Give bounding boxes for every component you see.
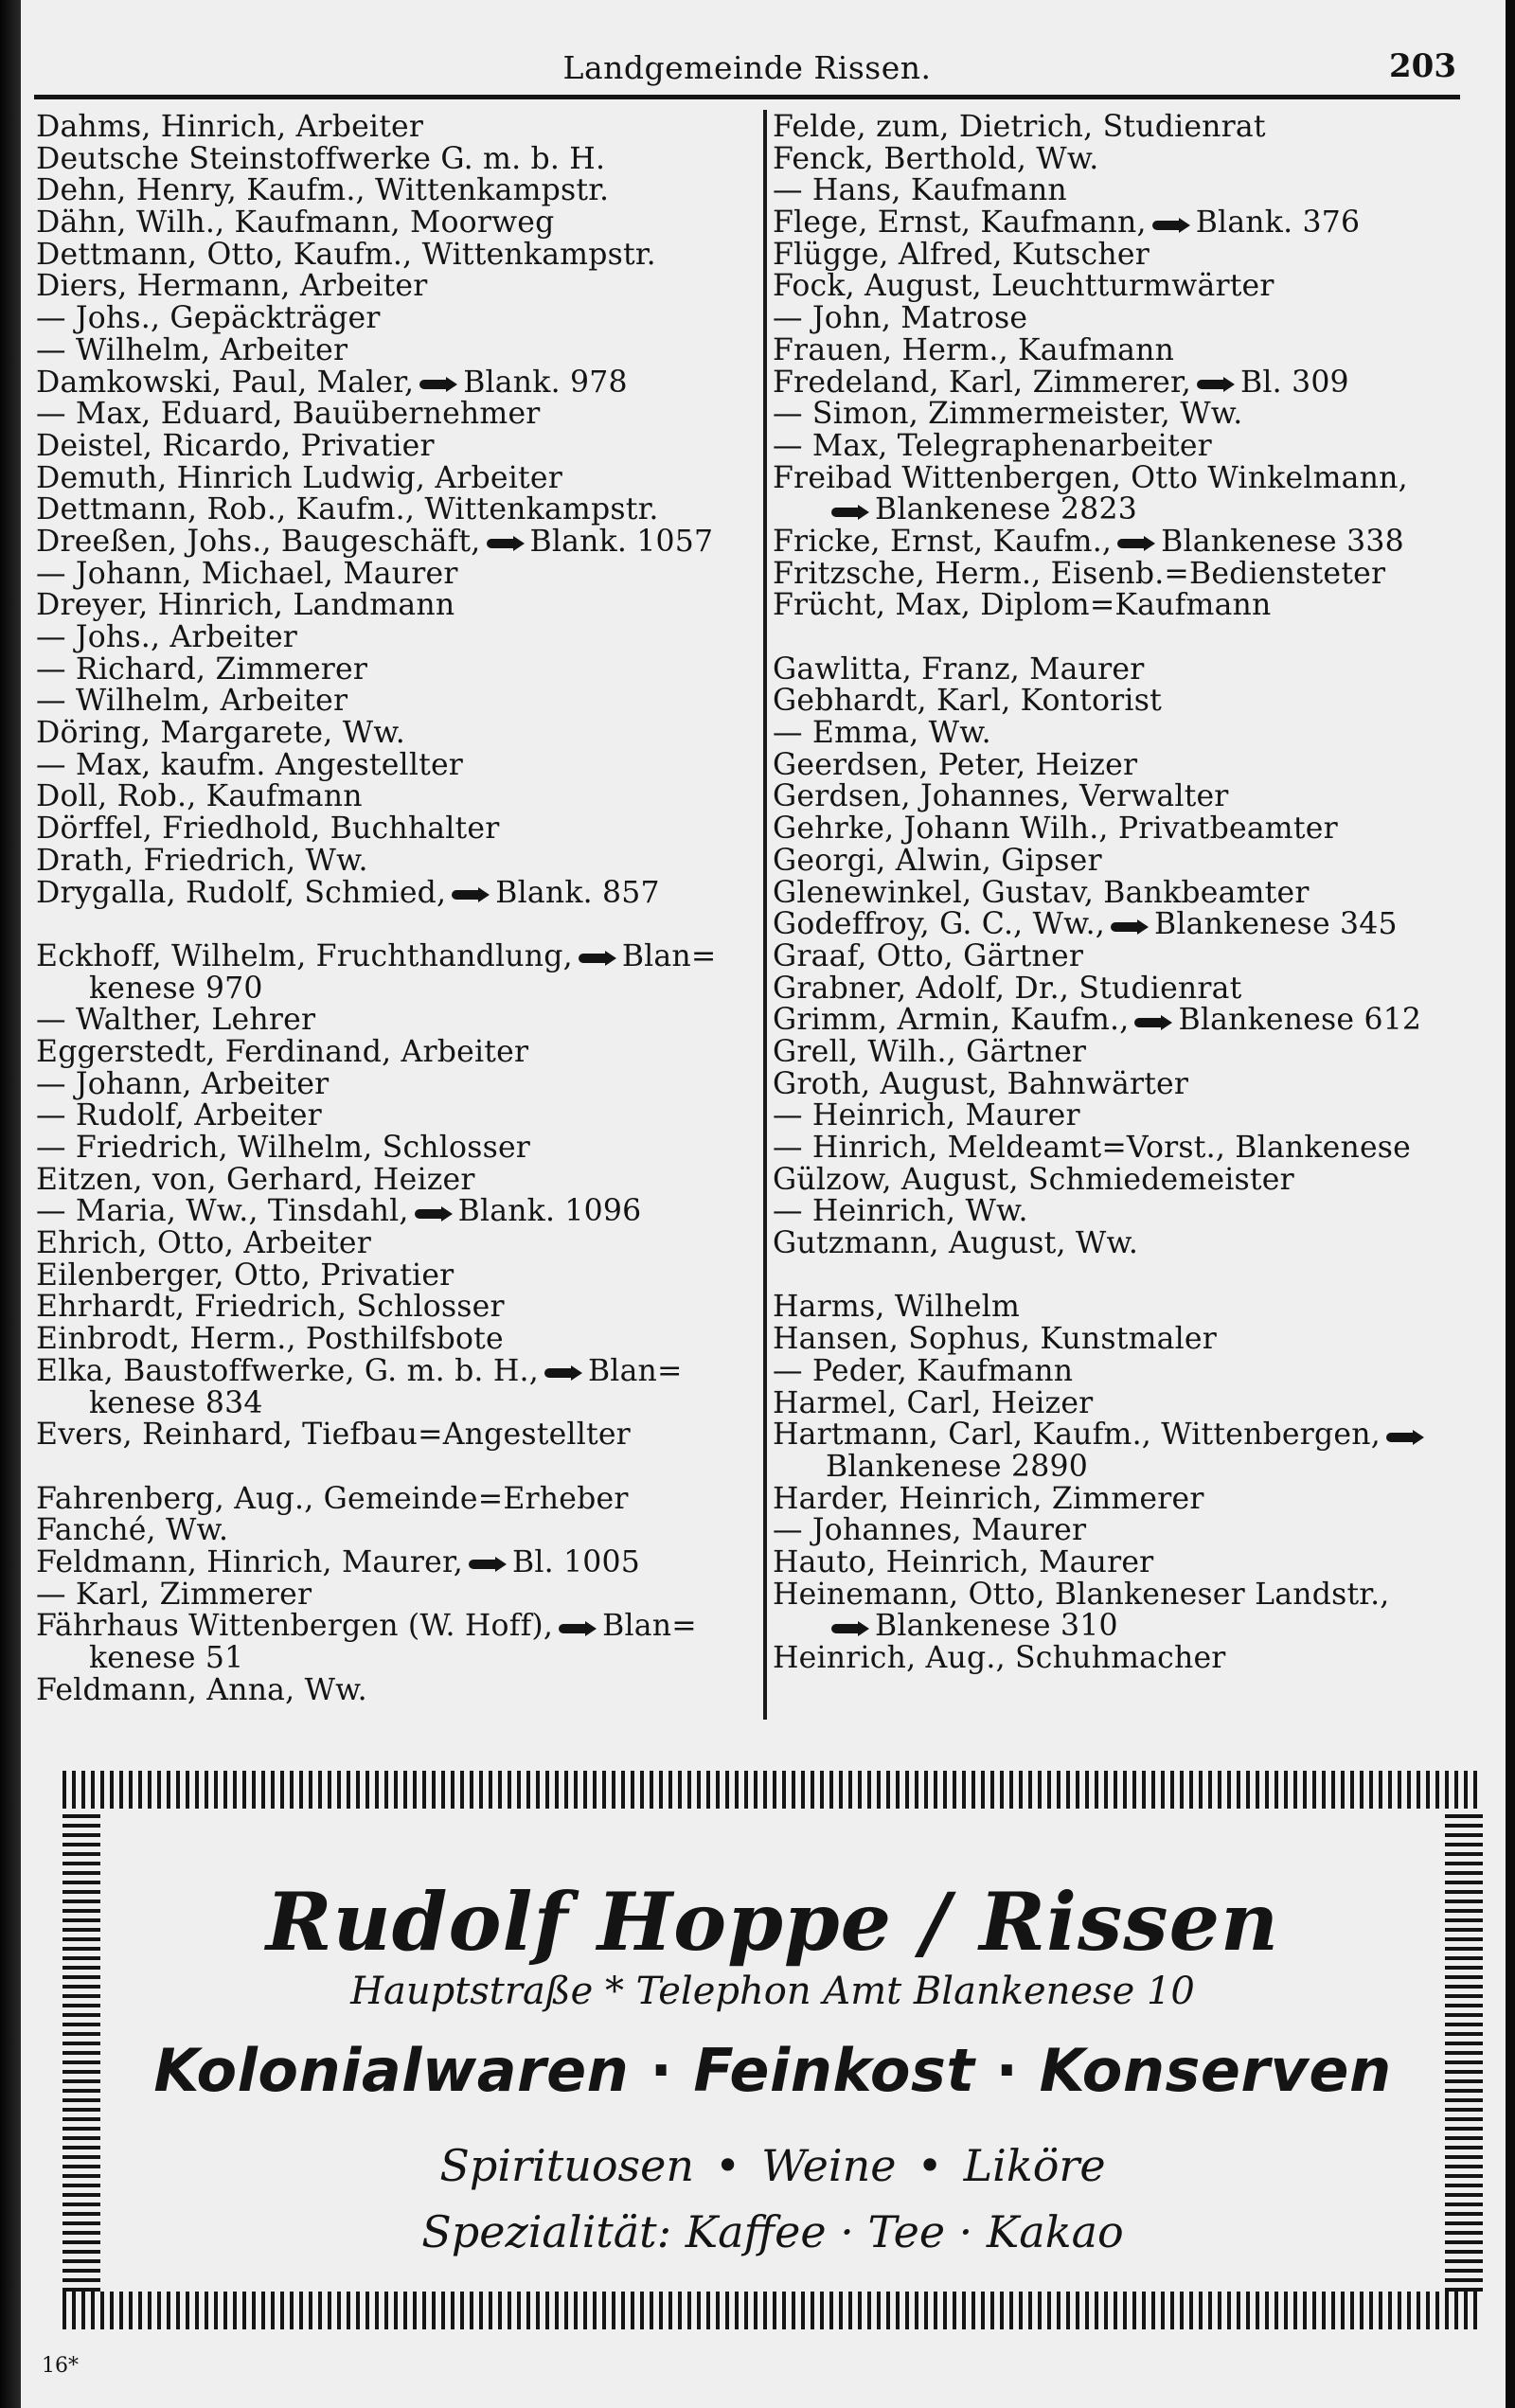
directory-entry xyxy=(773,651,1492,687)
directory-entry xyxy=(36,1260,756,1293)
ad-goods: Kolonialwaren · Feinkost · Konserven xyxy=(153,2036,1392,2105)
entry-text: Heinemann, Otto, Blankeneser Landstr., xyxy=(773,1577,1390,1612)
entry-text: Fritzsche, Herm., Eisenb.=Bediensteter xyxy=(773,556,1386,591)
entry-text: Freibad Wittenbergen, Otto Winkelmann, xyxy=(773,460,1408,495)
directory-entry xyxy=(773,875,1492,910)
telephone-icon xyxy=(1134,1014,1172,1029)
entry-text: Feldmann, Hinrich, Maurer, xyxy=(36,1544,464,1579)
entry-text: Dreyer, Hinrich, Landmann xyxy=(36,588,455,623)
entry-text: Dettmann, Rob., Kaufm., Wittenkampstr. xyxy=(36,492,659,527)
entry-text: Eckhoff, Wilhelm, Fruchthandlung, xyxy=(36,938,573,973)
directory-entry xyxy=(773,1449,1492,1484)
directory-entry xyxy=(36,399,756,431)
directory-page xyxy=(21,0,1506,2408)
entry-phone: Blank. 978 xyxy=(463,365,628,400)
directory-entry xyxy=(773,1419,1492,1452)
directory-entry xyxy=(773,1100,1492,1133)
entry-text: Harms, Wilhelm xyxy=(773,1290,1021,1325)
telephone-icon xyxy=(1197,376,1235,391)
entry-phone: Blank. 376 xyxy=(1195,205,1361,241)
directory-entry xyxy=(36,1579,756,1612)
directory-entry xyxy=(36,175,756,207)
directory-entry xyxy=(773,686,1492,718)
section-gap xyxy=(36,1452,756,1484)
entry-text: — Maria, Ww., Tinsdahl, xyxy=(36,1194,409,1229)
entry-phone: Blankenese 310 xyxy=(875,1609,1118,1644)
entry-text: — Friedrich, Wilhelm, Schlosser xyxy=(36,1131,531,1165)
entry-text: Gehrke, Johann Wilh., Privatbeamter xyxy=(773,812,1338,847)
entry-phone: Blankenese 612 xyxy=(1178,1003,1422,1038)
directory-entry xyxy=(36,813,756,846)
entry-text: Deutsche Steinstoffwerke G. m. b. H. xyxy=(36,141,606,176)
directory-entry xyxy=(36,590,756,622)
directory-entry xyxy=(36,1643,756,1675)
directory-entry xyxy=(773,813,1492,846)
entry-text: — Walther, Lehrer xyxy=(36,1003,316,1038)
directory-entry xyxy=(773,1034,1492,1069)
entry-text: Feldmann, Anna, Ww. xyxy=(36,1672,367,1707)
entry-text: — Johannes, Maurer xyxy=(773,1513,1087,1548)
entry-text: Dähn, Wilh., Kaufmann, Moorweg xyxy=(36,205,555,241)
entry-text: Flege, Ernst, Kaufmann, xyxy=(773,205,1147,241)
entry-text: Fahrenberg, Aug., Gemeinde=Erheber xyxy=(36,1481,629,1516)
entry-text: Fährhaus Wittenbergen (W. Hoff), xyxy=(36,1609,554,1644)
directory-entry xyxy=(773,718,1492,750)
entry-phone: Bl. 1005 xyxy=(512,1544,641,1579)
directory-entry xyxy=(773,1162,1492,1197)
entry-text: Gutzmann, August, Ww. xyxy=(773,1226,1139,1261)
directory-entry xyxy=(36,651,756,687)
entry-text: Elka, Baustoffwerke, G. m. b. H., xyxy=(36,1353,539,1388)
directory-entry xyxy=(773,1133,1492,1165)
section-gap xyxy=(773,1260,1492,1293)
directory-entry xyxy=(773,781,1492,813)
entry-text: Glenewinkel, Gustav, Bankbeamter xyxy=(773,875,1310,910)
ad-goods-item: Kolonialwaren xyxy=(153,2036,630,2105)
directory-entry xyxy=(773,973,1492,1006)
directory-entry xyxy=(773,1611,1492,1643)
directory-entry xyxy=(36,1611,756,1643)
entry-phone: Blan= xyxy=(602,1609,697,1644)
entry-text: Hansen, Sophus, Kunstmaler xyxy=(773,1322,1217,1357)
entry-text: — John, Matrose xyxy=(773,301,1028,336)
directory-entry xyxy=(36,556,756,591)
entry-text: Gawlitta, Franz, Maurer xyxy=(773,651,1145,687)
directory-entry xyxy=(36,1100,756,1133)
directory-entry xyxy=(773,399,1492,431)
directory-entry xyxy=(773,1544,1492,1579)
directory-entry xyxy=(36,1133,756,1165)
entry-text: — Simon, Zimmermeister, Ww. xyxy=(773,397,1243,432)
page-number: 203 xyxy=(1389,47,1456,85)
directory-entry xyxy=(36,207,756,240)
directory-entry xyxy=(773,367,1492,400)
directory-entry xyxy=(36,973,756,1006)
entry-text: Fanché, Ww. xyxy=(36,1513,229,1548)
telephone-icon xyxy=(1152,217,1190,232)
directory-entry xyxy=(36,1672,756,1707)
entry-text: Gülzow, August, Schmiedemeister xyxy=(773,1162,1294,1197)
entry-text: Deistel, Ricardo, Privatier xyxy=(36,428,435,463)
directory-entry xyxy=(36,303,756,335)
entry-text: Eggerstedt, Ferdinand, Arbeiter xyxy=(36,1034,529,1069)
entry-phone: Blank. 1057 xyxy=(529,524,714,559)
directory-entry xyxy=(36,686,756,718)
telephone-icon xyxy=(419,376,457,391)
entry-text: Godeffroy, G. C., Ww., xyxy=(773,907,1106,942)
directory-entry xyxy=(36,460,756,495)
entry-text: Dehn, Henry, Kaufm., Wittenkampstr. xyxy=(36,173,610,208)
directory-entry xyxy=(36,1196,756,1228)
directory-entry xyxy=(773,1579,1492,1612)
telephone-icon xyxy=(487,535,525,550)
entry-text: Demuth, Hinrich Ludwig, Arbeiter xyxy=(36,460,562,495)
directory-entry xyxy=(36,1385,756,1420)
entry-text: — Hans, Kaufmann xyxy=(773,173,1067,208)
directory-entry xyxy=(36,718,756,750)
page-header xyxy=(34,45,1460,99)
entry-text: — Karl, Zimmerer xyxy=(36,1577,312,1612)
ad-drinks: Spirituosen • Weine • Liköre xyxy=(439,2140,1106,2191)
directory-entry xyxy=(773,207,1492,240)
directory-entry xyxy=(36,1005,756,1037)
ad-border-top xyxy=(62,1771,1483,1809)
entry-text: Blankenese 2890 xyxy=(826,1449,1088,1484)
directory-entry xyxy=(36,938,756,973)
entry-text: Frauen, Herm., Kaufmann xyxy=(773,332,1175,367)
directory-entry xyxy=(773,332,1492,367)
telephone-icon xyxy=(1111,919,1149,934)
directory-entry xyxy=(773,1515,1492,1547)
directory-entry xyxy=(36,747,756,782)
entry-text: Flügge, Alfred, Kutscher xyxy=(773,237,1150,272)
directory-entry xyxy=(36,1228,756,1260)
directory-entry xyxy=(36,428,756,463)
directory-entry xyxy=(773,1196,1492,1228)
directory-entry xyxy=(773,1066,1492,1101)
entry-text: Dettmann, Otto, Kaufm., Wittenkampstr. xyxy=(36,237,656,272)
entry-text: — Johs., Arbeiter xyxy=(36,620,298,654)
directory-entry xyxy=(773,909,1492,941)
ad-address: Hauptstraße * Telephon Amt Blankenese 10 xyxy=(350,1970,1195,2013)
directory-entry xyxy=(773,590,1492,622)
directory-entry xyxy=(36,622,756,654)
ad-drinks-item: Spirituosen xyxy=(439,2140,694,2191)
directory-entry xyxy=(773,428,1492,463)
column-divider xyxy=(763,110,767,1720)
directory-entry xyxy=(773,1005,1492,1037)
entry-text: Drygalla, Rudolf, Schmied, xyxy=(36,875,447,910)
entry-text: Evers, Reinhard, Tiefbau=Angestellter xyxy=(36,1418,631,1453)
entry-phone: Blank. 857 xyxy=(495,875,660,910)
directory-entry xyxy=(36,1034,756,1069)
entry-text: Gebhardt, Karl, Kontorist xyxy=(773,684,1162,719)
entry-text: — Richard, Zimmerer xyxy=(36,651,368,687)
page-binding-edge xyxy=(0,0,21,2408)
directory-entry xyxy=(36,141,756,176)
telephone-icon xyxy=(452,886,490,901)
directory-entry xyxy=(773,175,1492,207)
entry-text: Dreeßen, Johs., Baugeschäft, xyxy=(36,524,481,559)
section-gap xyxy=(36,909,756,941)
directory-entry xyxy=(36,112,756,144)
right-column xyxy=(773,112,1492,1675)
entry-text: — Wilhelm, Arbeiter xyxy=(36,684,348,719)
telephone-icon xyxy=(579,950,616,965)
directory-entry xyxy=(36,1066,756,1101)
directory-entry xyxy=(773,1643,1492,1675)
directory-entry xyxy=(773,938,1492,973)
directory-entry xyxy=(773,141,1492,176)
entry-text: Grabner, Adolf, Dr., Studienrat xyxy=(773,971,1242,1006)
entry-text: Dahms, Hinrich, Arbeiter xyxy=(36,110,424,144)
entry-text: Georgi, Alwin, Gipser xyxy=(773,843,1102,878)
entry-text: Harder, Heinrich, Zimmerer xyxy=(773,1481,1204,1516)
directory-entry xyxy=(773,526,1492,559)
entry-text: Fock, August, Leuchtturmwärter xyxy=(773,269,1274,304)
directory-entry xyxy=(773,1228,1492,1260)
directory-entry xyxy=(773,303,1492,335)
entry-text: — Johann, Michael, Maurer xyxy=(36,556,458,591)
directory-entry xyxy=(36,1353,756,1388)
entry-text: Gerdsen, Johannes, Verwalter xyxy=(773,779,1229,814)
entry-text: — Peder, Kaufmann xyxy=(773,1353,1074,1388)
section-gap xyxy=(773,622,1492,654)
ad-drinks-item: Liköre xyxy=(963,2140,1106,2191)
directory-entry xyxy=(773,460,1492,495)
entry-text: — Johs., Gepäckträger xyxy=(36,301,381,336)
entry-text: kenese 834 xyxy=(89,1385,263,1420)
telephone-icon xyxy=(831,1620,869,1635)
directory-entry xyxy=(773,747,1492,782)
entry-text: Geerdsen, Peter, Heizer xyxy=(773,747,1138,782)
entry-phone: Blan= xyxy=(621,938,717,973)
entry-text: Grell, Wilh., Gärtner xyxy=(773,1034,1087,1069)
entry-text: — Rudolf, Arbeiter xyxy=(36,1098,322,1133)
telephone-icon xyxy=(415,1205,453,1221)
entry-text: Eitzen, von, Gerhard, Heizer xyxy=(36,1162,475,1197)
directory-entry xyxy=(36,271,756,303)
entry-text: Ehrich, Otto, Arbeiter xyxy=(36,1226,371,1261)
directory-entry xyxy=(36,1324,756,1356)
advertisement xyxy=(62,1771,1483,2329)
entry-text: Damkowski, Paul, Maler, xyxy=(36,365,415,400)
directory-entry xyxy=(36,875,756,910)
directory-entry xyxy=(36,843,756,878)
entry-text: Dörffel, Friedhold, Buchhalter xyxy=(36,812,500,847)
entry-text: Grimm, Armin, Kaufm., xyxy=(773,1003,1130,1038)
entry-text: Diers, Hermann, Arbeiter xyxy=(36,269,428,304)
entry-text: — Max, Eduard, Bauübernehmer xyxy=(36,397,541,432)
entry-text: kenese 970 xyxy=(89,971,263,1006)
entry-phone: Blan= xyxy=(587,1353,683,1388)
telephone-icon xyxy=(559,1620,597,1635)
entry-text: — Max, kaufm. Angestellter xyxy=(36,747,464,782)
directory-entry xyxy=(773,556,1492,591)
directory-entry xyxy=(36,1292,756,1324)
telephone-icon xyxy=(1117,535,1155,550)
entry-text: Hartmann, Carl, Kaufm., Wittenbergen, xyxy=(773,1418,1381,1453)
directory-entry xyxy=(773,271,1492,303)
directory-entry xyxy=(36,781,756,813)
directory-entry xyxy=(773,1481,1492,1516)
directory-entry xyxy=(36,332,756,367)
directory-entry xyxy=(773,1324,1492,1356)
ad-specialty: Spezialität: Kaffee · Tee · Kakao xyxy=(421,2206,1124,2257)
ad-business-name: Rudolf Hoppe / Rissen xyxy=(265,1875,1280,1969)
ad-goods-item: Feinkost xyxy=(693,2036,975,2105)
entry-text: Doll, Rob., Kaufmann xyxy=(36,779,363,814)
ad-border-bottom xyxy=(62,2292,1483,2329)
directory-entry xyxy=(773,1385,1492,1420)
directory-entry xyxy=(773,1353,1492,1388)
entry-text: — Heinrich, Ww. xyxy=(773,1194,1028,1229)
directory-entry xyxy=(36,1481,756,1516)
entry-text: Felde, zum, Dietrich, Studienrat xyxy=(773,110,1266,144)
signature-mark: 16* xyxy=(42,2354,79,2378)
directory-entry xyxy=(36,367,756,400)
entry-text: Groth, August, Bahnwärter xyxy=(773,1066,1189,1101)
left-column xyxy=(36,112,756,1706)
entry-text: Einbrodt, Herm., Posthilfsbote xyxy=(36,1322,504,1357)
entry-text: Graaf, Otto, Gärtner xyxy=(773,938,1084,973)
directory-entry xyxy=(773,112,1492,144)
directory-entry xyxy=(773,237,1492,272)
entry-phone: Blankenese 338 xyxy=(1161,524,1404,559)
telephone-icon xyxy=(544,1365,582,1380)
entry-text: — Johann, Arbeiter xyxy=(36,1066,330,1101)
ad-goods-item: Konserven xyxy=(1039,2036,1392,2105)
entry-text: — Emma, Ww. xyxy=(773,716,991,751)
directory-entry xyxy=(36,1515,756,1547)
entry-phone: Bl. 309 xyxy=(1240,365,1349,400)
entry-text: — Wilhelm, Arbeiter xyxy=(36,332,348,367)
ad-drinks-item: Weine xyxy=(761,2140,897,2191)
entry-phone: Blank. 1096 xyxy=(457,1194,642,1229)
entry-text: Fredeland, Karl, Zimmerer, xyxy=(773,365,1192,400)
entry-text: kenese 51 xyxy=(89,1641,244,1675)
entry-text: Hauto, Heinrich, Maurer xyxy=(773,1544,1154,1579)
entry-text: Eilenberger, Otto, Privatier xyxy=(36,1258,454,1293)
telephone-icon xyxy=(469,1556,507,1571)
directory-entry xyxy=(773,494,1492,526)
directory-entry xyxy=(36,1544,756,1579)
entry-text: Ehrhardt, Friedrich, Schlosser xyxy=(36,1290,505,1325)
directory-entry xyxy=(773,843,1492,878)
entry-text: — Max, Telegraphenarbeiter xyxy=(773,428,1212,463)
telephone-icon xyxy=(831,504,869,519)
directory-entry xyxy=(36,1419,756,1452)
directory-entry xyxy=(36,494,756,526)
directory-entry xyxy=(773,1292,1492,1324)
entry-text: — Hinrich, Meldeamt=Vorst., Blankenese xyxy=(773,1131,1412,1165)
entry-text: Döring, Margarete, Ww. xyxy=(36,716,405,751)
entry-text: Frücht, Max, Diplom=Kaufmann xyxy=(773,588,1272,623)
entry-text: Fenck, Berthold, Ww. xyxy=(773,141,1099,176)
telephone-icon xyxy=(1386,1429,1424,1444)
entry-phone: Blankenese 2823 xyxy=(875,492,1137,527)
entry-text: Drath, Friedrich, Ww. xyxy=(36,843,368,878)
entry-phone: Blankenese 345 xyxy=(1154,907,1398,942)
entry-text: Harmel, Carl, Heizer xyxy=(773,1385,1094,1420)
directory-entry xyxy=(36,237,756,272)
page-title: Landgemeinde Rissen. xyxy=(562,49,932,86)
directory-entry xyxy=(36,526,756,559)
entry-text: Heinrich, Aug., Schuhmacher xyxy=(773,1641,1226,1675)
directory-entry xyxy=(36,1162,756,1197)
entry-text: — Heinrich, Maurer xyxy=(773,1098,1080,1133)
entry-text: Fricke, Ernst, Kaufm., xyxy=(773,524,1113,559)
